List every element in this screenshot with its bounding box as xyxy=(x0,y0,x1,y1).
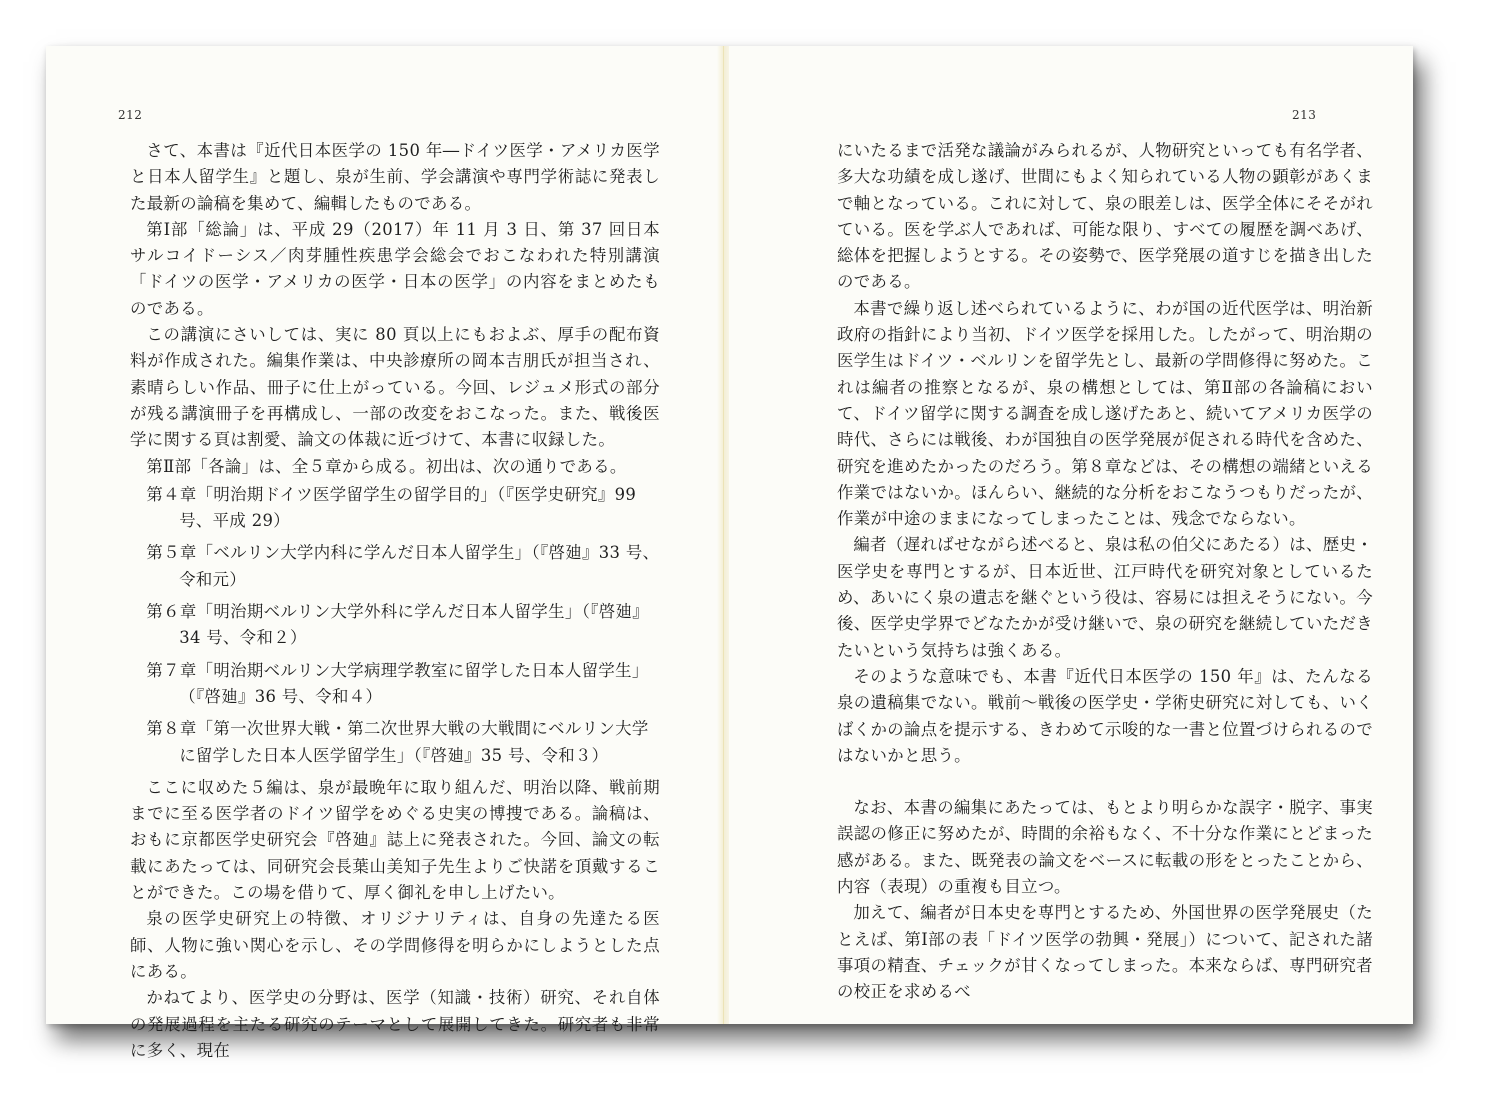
paragraph: ここに収めた５編は、泉が最晩年に取り組んだ、明治以降、戦前期までに至る医学者のドイツ留学をめぐる史実の博捜である。論稿は、おもに京都医学史研究会『啓廸』誌上に発表された。今回、論文の転載にあたっては、同研究会長葉山美知子先生よりご快諾を頂戴することができた。この場を借りて、厚く御礼を申し上げたい。 xyxy=(130,777,660,903)
paragraph: 編者（遅ればせながら述べると、泉は私の伯父にあたる）は、歴史・医学史を専門とするが、日本近世、江戸時代を研究対象としているため、あいにく泉の遺志を継ぐという役は、容易には担えそうにない。今後、医学史学界でどなたかが受け継いで、泉の研究を継続していただきたいという気持ちは強くある。 xyxy=(837,535,1373,660)
right-page-body xyxy=(837,138,1373,1006)
page-number-left: 212 xyxy=(118,108,143,122)
paragraph: なお、本書の編集にあたっては、もとより明らかな誤字・脱字、事実誤認の修正に努めたが、時間的余裕もなく、不十分な作業にとどまった感がある。また、既発表の論文をベースに転載の形をとったことから、内容（表現）の重複も目立つ。 xyxy=(837,798,1373,897)
chapter-entry: 第５章「ベルリン大学内科に学んだ日本人留学生」（『啓廸』33 号、令和元） xyxy=(146,543,660,589)
gutter-line xyxy=(723,46,724,1024)
chapter-entry: 第８章「第一次世界大戦・第二次世界大戦の大戦間にベルリン大学に留学した日本人医学留学生」（『啓廸』35 号、令和３） xyxy=(146,719,649,765)
paragraph: 加えて、編者が日本史を専門とするため、外国世界の医学発展史（たとえば、第Ⅰ部の表「ドイツ医学の勃興・発展」）について、記された諸事項の精査、チェックが甘くなってしまった。本来ならば、専門研究者の校正を求めるべ xyxy=(837,903,1373,1002)
paragraph: 第Ⅰ部「総論」は、平成 29（2017）年 11 月 3 日、第 37 回日本サルコイドーシス／肉芽腫性疾患学会総会でおこなわれた特別講演「ドイツの医学・アメリカの医学・日本の医学」の内容をまとめたものである。 xyxy=(130,219,660,318)
paragraph: 第Ⅱ部「各論」は、全５章から成る。初出は、次の通りである。 xyxy=(146,456,627,476)
right-page xyxy=(728,46,1413,1024)
chapter-entry: 第４章「明治期ドイツ医学留学生の留学目的」（『医学史研究』99 号、平成 29） xyxy=(146,484,637,531)
chapter-entry: 第６章「明治期ベルリン大学外科に学んだ日本人留学生」（『啓廸』34 号、令和２） xyxy=(146,602,649,648)
paragraph: かねてより、医学史の分野は、医学（知識・技術）研究、それ自体の発展過程を主たる研究のテーマとして展開してきた。研究者も非常に多く、現在 xyxy=(130,988,660,1060)
paragraph: 泉の医学史研究上の特徴、オリジナリティは、自身の先達たる医師、人物に強い関心を示し、その学問修得を明らかにしようとした点にある。 xyxy=(130,909,660,981)
paragraph: さて、本書は『近代日本医学の 150 年―ドイツ医学・アメリカ医学と日本人留学生』と題し、泉が生前、学会講演や専門学術誌に発表した最新の論稿を集めて、編輯したものである。 xyxy=(130,141,660,213)
left-page-body xyxy=(130,138,660,1064)
left-page xyxy=(46,46,718,1060)
paragraph: 本書で繰り返し述べられているように、わが国の近代医学は、明治新政府の指針により当初、ドイツ医学を採用した。したがって、明治期の医学生はドイツ・ベルリンを留学先とし、最新の学問修得に努めた。これは編者の推察となるが、泉の構想としては、第Ⅱ部の各論稿において、ドイツ留学に関する調査を成し遂げたあと、続いてアメリカ医学の時代、さらには戦後、わが国独自の医学発展が促される時代を含めた、研究を進めたかったのだろう。第８章などは、その構想の端緒といえる作業ではないか。ほんらい、継続的な分析をおこなうつもりだったが、作業が中途のままになってしまったことは、残念でならない。 xyxy=(837,298,1373,529)
chapter-entry: 第７章「明治期ベルリン大学病理学教室に留学した日本人留学生」（『啓廸』36 号、令和４） xyxy=(146,660,649,706)
paragraph: そのような意味でも、本書『近代日本医学の 150 年』は、たんなる泉の遺稿集でない。戦前～戦後の医学史・学術史研究に対しても、いくばくかの論点を提示する、きわめて示唆的な一書と位置づけられるのではないかと思う。 xyxy=(837,666,1373,765)
book-spread xyxy=(46,46,1413,1060)
paragraph: この講演にさいしては、実に 80 頁以上にもおよぶ、厚手の配布資料が作成された。編集作業は、中央診療所の岡本吉朋氏が担当され、素晴らしい作品、冊子に仕上がっている。今回、レジュメ形式の部分が残る講演冊子を再構成し、一部の改変をおこなった。また、戦後医学に関する頁は割愛、論文の体裁に近づけて、本書に収録した。 xyxy=(130,325,660,450)
continuation-paragraph: にいたるまで活発な議論がみられるが、人物研究といっても有名学者、多大な功績を成し遂げ、世間にもよく知られている人物の顕彰があくまで軸となっている。これに対して、泉の眼差しは、医学全体にそそがれている。医を学ぶ人であれば、可能な限り、すべての履歴を調べあげ、総体を把握しようとする。その姿勢で、医学発展の道すじを描き出したのである。 xyxy=(837,141,1373,292)
page-number-right: 213 xyxy=(1292,108,1317,122)
